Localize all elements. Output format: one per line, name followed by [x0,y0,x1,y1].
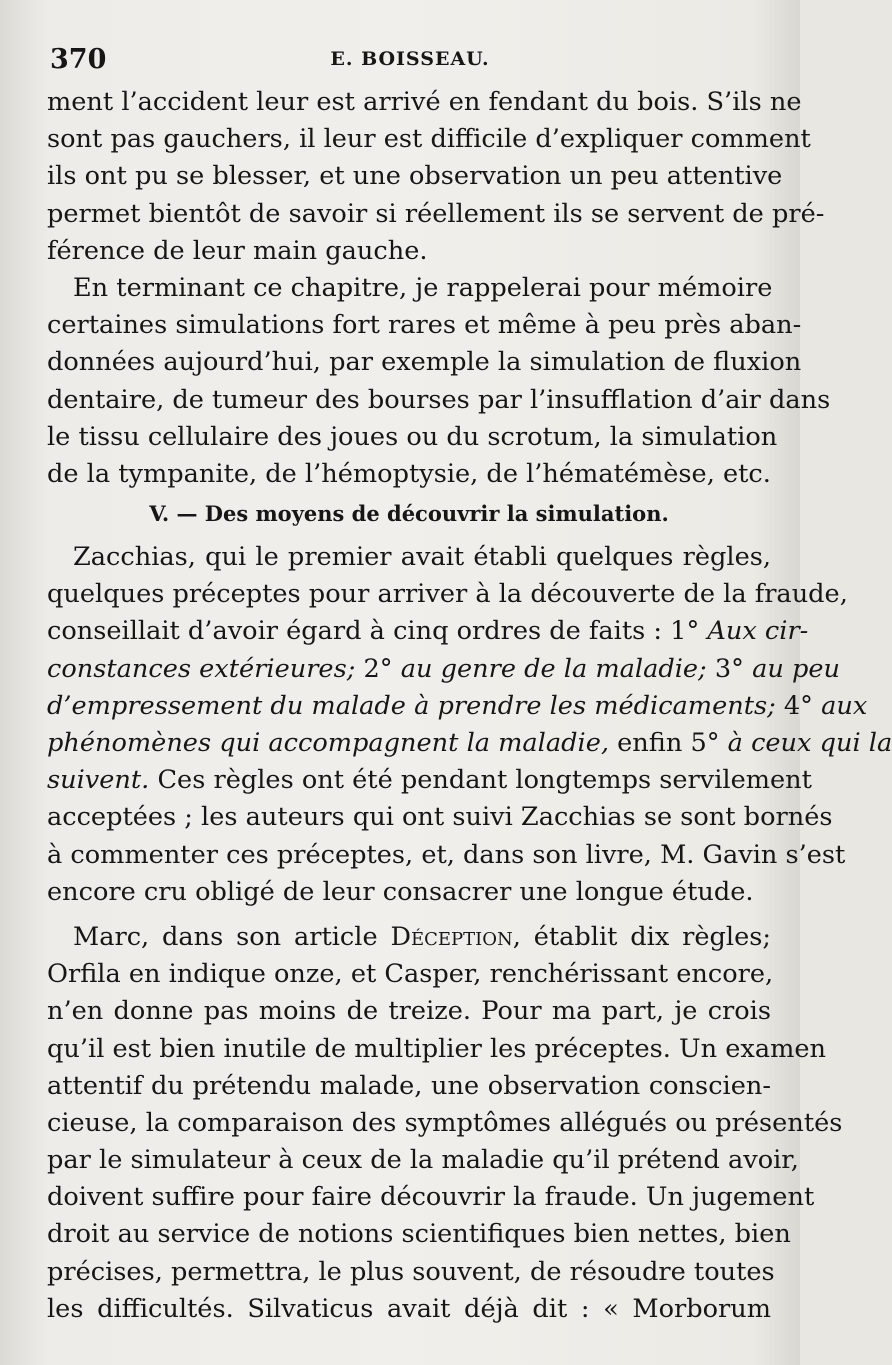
text-run: Ces règles ont été pendant longtemps servilement [157,765,812,796]
text-line [47,613,809,650]
text-line [47,919,771,956]
text-line [47,762,812,799]
text-run: enfin 5° [617,728,720,758]
text-line: les difficultés. Silvaticus avait déjà dit : « Morborum [47,1293,771,1324]
paragraph-2 [47,270,831,493]
text-line: quelques préceptes pour arriver à la découverte de la fraude, [47,579,848,610]
text-line: Zacchias, qui le premier avait établi quelques règles, [73,542,771,573]
italic-run: Aux cir- [707,616,809,647]
text-line [47,651,840,688]
text-run: 2° [363,653,393,684]
text-line: encore cru obligé de leur consacrer une longue étude. [47,876,754,907]
text-line: de la tympanite, de l’hémoptysie, de l’hématémèse, etc. [47,458,771,489]
text-line: ils ont pu se blesser, et une observation un peu attentive [47,161,783,192]
text-line: acceptées ; les auteurs qui ont suivi Zacchias se sont bornés [47,802,833,833]
text-line: droit au service de notions scientifiques bien nettes, bien [47,1219,791,1250]
paragraph-3 [47,539,892,911]
text-line [47,725,892,762]
text-line: Orfila en indique onze, et Casper, renchérissant encore, [47,959,774,990]
text-line: doivent suffire pour faire découvrir la fraude. Un jugement [47,1182,815,1213]
italic-run: d’empressement du malade à prendre les médicaments; [47,690,776,721]
text-line: permet bientôt de savoir si réellement ils se servent de pré- [47,198,825,229]
italic-run: au peu [752,653,840,684]
italic-run: suivent. [47,765,150,796]
text-run: , établit dix règles; [512,921,771,952]
running-head: E. BOISSEAU. [330,48,490,70]
text-line: par le simulateur à ceux de la maladie qu’il prétend avoir, [47,1145,799,1176]
text-line [47,688,868,725]
text-line: attentif du prétendu malade, une observation conscien- [47,1070,771,1101]
text-line: cieuse, la comparaison des symptômes allégués ou présentés [47,1107,843,1138]
paragraph-4 [47,919,843,1328]
page-header [50,44,770,84]
text-line: ment l’accident leur est arrivé en fendant du bois. S’ils ne [47,87,802,117]
text-run: 3° [714,653,744,684]
paragraph-1 [47,84,825,270]
section-heading: V. — Des moyens de découvrir la simulation. [149,501,669,527]
text-line: sont pas gauchers, il leur est difficile d’expliquer comment [47,124,811,155]
page-body [47,84,892,1328]
italic-run: aux [821,690,868,721]
text-line: qu’il est bien inutile de multiplier les préceptes. Un examen [47,1033,826,1064]
text-line: à commenter ces préceptes, et, dans son livre, M. Gavin s’est [47,839,846,870]
italic-run: au genre de la maladie; [400,653,707,684]
text-line: précises, permettra, le plus souvent, de résoudre toutes [47,1256,775,1287]
text-line: données aujourd’hui, par exemple la simulation de fluxion [47,347,802,378]
page-number: 370 [50,44,107,75]
italic-run: constances extérieures; [47,653,356,684]
text-run: 4° [783,690,813,721]
text-line: le tissu cellulaire des joues ou du scrotum, la simulation [47,421,778,452]
text-run: conseillait d’avoir égard à cinq ordres de faits : 1° [47,616,700,647]
text-line: n’en donne pas moins de treize. Pour ma part, je crois [47,996,771,1027]
text-line: En terminant ce chapitre, je rappelerai pour mémoire [73,272,773,303]
italic-run: phénomènes qui accompagnent la maladie, [47,728,609,758]
paragraph-gap [47,911,771,919]
italic-run: à ceux qui la [727,728,892,758]
text-line: certaines simulations fort rares et même à peu près aban- [47,310,802,341]
text-run: Marc, dans son article [73,921,378,952]
small-caps-run: Déception [390,921,513,952]
text-line: férence de leur main gauche. [47,235,428,266]
text-line: dentaire, de tumeur des bourses par l’insufflation d’air dans [47,384,831,415]
